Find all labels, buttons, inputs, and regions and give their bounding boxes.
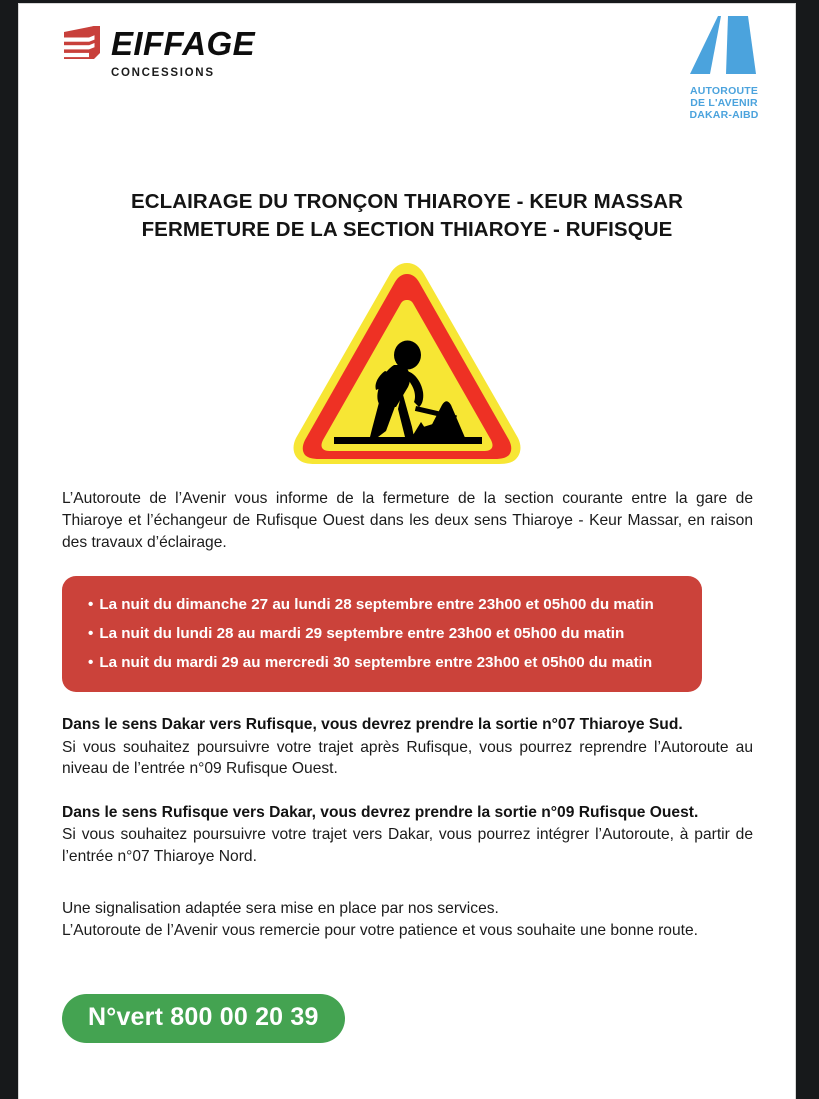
page-title <box>19 188 795 243</box>
closing-note <box>62 898 753 942</box>
roadworks-sign-container <box>19 259 795 472</box>
eiffage-block-icon <box>64 26 100 60</box>
eiffage-logo <box>64 26 255 79</box>
autoroute-logo <box>678 16 770 121</box>
intro-paragraph: L’Autoroute de l’Avenir vous informe de la fermeture de la section courante entre la gare de Thiaroye et l’échangeur de Rufisque Ouest dans les deux sens Thiaroye - Keur Massar, en raison des travaux d’éclairage. <box>62 490 753 551</box>
closure-date-text: La nuit du lundi 28 au mardi 29 septembre entre 23h00 et 05h00 du matin <box>99 625 625 643</box>
bullet-icon: • <box>88 654 94 672</box>
closing-line1: Une signalisation adaptée sera mise en place par nos services. <box>62 900 499 918</box>
direction-heading: Dans le sens Dakar vers Rufisque, vous devrez prendre la sortie n°07 Thiaroye Sud. <box>62 716 683 734</box>
autoroute-wordmark <box>678 86 770 121</box>
eiffage-wordmark: EIFFAGE <box>111 24 255 62</box>
bullet-icon: • <box>88 625 94 643</box>
notice-content <box>19 488 795 942</box>
direction-block-dakar-rufisque <box>62 714 753 780</box>
page-title-line1: ECLAIRAGE DU TRONÇON THIAROYE - KEUR MASSAR <box>130 190 684 213</box>
closure-date-item <box>62 590 702 619</box>
phone-container <box>19 994 795 1043</box>
autoroute-line2: DE L'AVENIR <box>690 96 758 109</box>
autoroute-line3: DAKAR-AIBD <box>689 108 759 121</box>
closing-line2: L’Autoroute de l’Avenir vous remercie pour votre patience et vous souhaite une bonne route. <box>62 922 698 940</box>
closure-dates-callout <box>62 576 702 693</box>
closure-date-text: La nuit du dimanche 27 au lundi 28 septembre entre 23h00 et 05h00 du matin <box>99 595 654 613</box>
direction-body: Si vous souhaitez poursuivre votre trajet vers Dakar, vous pourrez intégrer l’Autoroute, à partir de l’entrée n°07 Thiaroye Nord. <box>62 826 753 866</box>
autoroute-road-icon <box>678 16 770 83</box>
green-number-button[interactable]: N°vert 800 00 20 39 <box>62 994 345 1043</box>
page-title-line2: FERMETURE DE LA SECTION THIAROYE - RUFISQUE <box>141 217 673 241</box>
eiffage-logo-row <box>64 26 255 60</box>
closure-date-item <box>62 648 702 677</box>
bullet-icon: • <box>88 595 94 613</box>
notice-page <box>19 4 795 1099</box>
roadworks-warning-sign-icon <box>290 259 524 472</box>
direction-body: Si vous souhaitez poursuivre votre trajet après Rufisque, vous pourrez reprendre l’Autoroute au niveau de l’entrée n°09 Rufisque Ouest. <box>62 738 753 778</box>
closure-date-item <box>62 619 702 648</box>
closure-date-text: La nuit du mardi 29 au mercredi 30 septembre entre 23h00 et 05h00 du matin <box>99 654 653 672</box>
eiffage-subtitle: CONCESSIONS <box>111 67 215 79</box>
page-header <box>19 4 795 144</box>
autoroute-line1: AUTOROUTE <box>689 85 759 97</box>
direction-heading: Dans le sens Rufisque vers Dakar, vous devrez prendre la sortie n°09 Rufisque Ouest. <box>62 804 699 822</box>
direction-block-rufisque-dakar <box>62 802 753 868</box>
